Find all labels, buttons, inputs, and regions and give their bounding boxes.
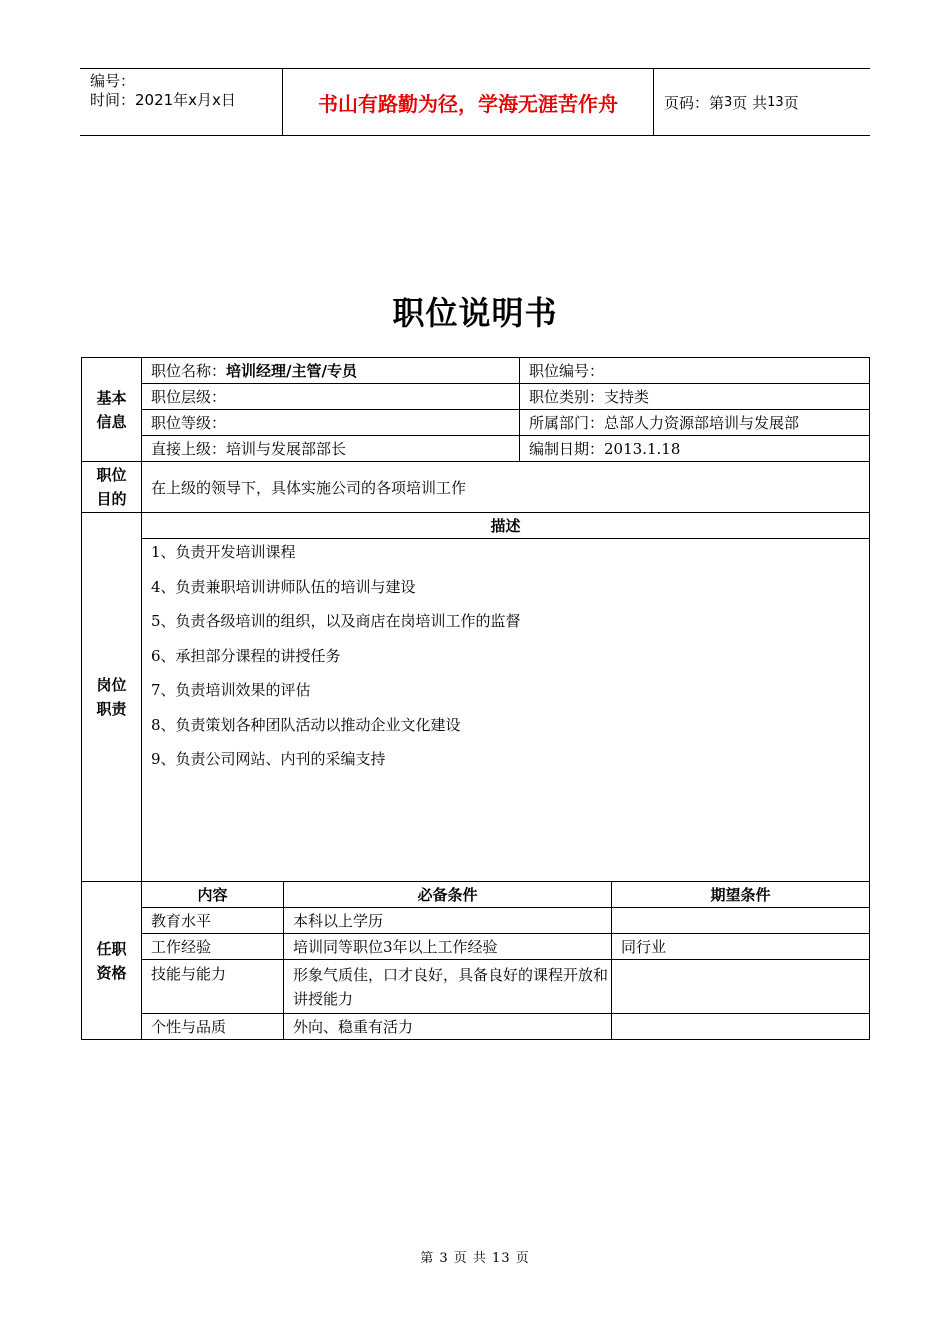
table-row xyxy=(82,960,870,1014)
table-row xyxy=(82,882,870,908)
table-row xyxy=(82,1014,870,1040)
table-row xyxy=(82,934,870,960)
column-header: 内容 xyxy=(142,882,284,908)
section-basic-info xyxy=(82,358,142,462)
section-label: 信息 xyxy=(96,412,127,431)
page-total: 13 xyxy=(767,94,784,110)
list-item: 6、承担部分课程的讲授任务 xyxy=(151,646,341,665)
qual-expected xyxy=(612,1014,870,1040)
section-label: 资格 xyxy=(96,963,127,982)
section-label: 目的 xyxy=(96,490,127,508)
list-item: 8、负责策划各种团队活动以推动企业文化建设 xyxy=(151,715,461,734)
department: 所属部门：总部人力资源部培训与发展部 xyxy=(520,410,870,436)
section-qualifications xyxy=(82,882,142,1040)
qual-item: 教育水平 xyxy=(142,908,284,934)
position-name-value: 培训经理/主管/专员 xyxy=(226,362,357,380)
column-header: 必备条件 xyxy=(284,882,612,908)
page-footer: 第 3 页 共 13 页 xyxy=(420,1251,530,1266)
qual-item: 技能与能力 xyxy=(142,960,284,1014)
qual-required: 外向、稳重有活力 xyxy=(284,1014,612,1040)
section-label: 任职 xyxy=(96,939,127,958)
table-row xyxy=(82,539,870,882)
position-category: 职位类别：支持类 xyxy=(520,384,870,410)
table-row xyxy=(82,513,870,539)
job-description-table xyxy=(81,357,870,1040)
supervisor: 直接上级：培训与发展部部长 xyxy=(142,436,520,462)
header-motto: 书山有路勤为径，学海无涯苦作舟 xyxy=(282,69,654,135)
qual-expected xyxy=(612,960,870,1014)
qual-expected xyxy=(612,908,870,934)
position-name-cell xyxy=(142,358,520,384)
table-row xyxy=(82,436,870,462)
table-row xyxy=(82,384,870,410)
position-grade: 职位等级： xyxy=(142,410,520,436)
list-item: 7、负责培训效果的评估 xyxy=(151,681,311,699)
section-label: 职责 xyxy=(96,700,127,718)
position-level: 职位层级： xyxy=(142,384,520,410)
qual-required: 本科以上学历 xyxy=(284,908,612,934)
duties-cell xyxy=(142,539,870,882)
position-name-label: 职位名称： xyxy=(151,362,227,380)
compile-date: 编制日期：2013.1.18 xyxy=(520,436,870,462)
duties-header: 描述 xyxy=(142,513,870,539)
table-row xyxy=(82,908,870,934)
document-number-label: 编号： xyxy=(90,72,136,90)
document-time: 时间：2021年x月x日 xyxy=(90,91,236,109)
page-header xyxy=(80,68,870,136)
table-row xyxy=(82,358,870,384)
header-meta xyxy=(80,69,282,135)
table-row xyxy=(82,462,870,513)
table-row xyxy=(82,410,870,436)
list-item: 1、负责开发培训课程 xyxy=(151,543,296,561)
page-prefix: 页码：第 xyxy=(664,93,725,112)
qual-required: 培训同等职位3年以上工作经验 xyxy=(284,934,612,960)
header-page-info xyxy=(654,69,870,135)
list-item: 4、负责兼职培训讲师队伍的培训与建设 xyxy=(151,577,416,596)
list-item: 5、负责各级培训的组织，以及商店在岗培训工作的监督 xyxy=(151,612,521,630)
document-title: 职位说明书 xyxy=(392,294,558,332)
section-duties xyxy=(82,513,142,882)
qual-required: 形象气质佳，口才良好，具备良好的课程开放和讲授能力 xyxy=(284,960,612,1014)
duties-list xyxy=(151,542,869,784)
section-purpose xyxy=(82,462,142,513)
qual-item: 个性与品质 xyxy=(142,1014,284,1040)
section-label: 基本 xyxy=(96,388,127,407)
section-label: 职位 xyxy=(96,466,127,484)
page-mid: 页 共 xyxy=(732,93,768,112)
position-code: 职位编号： xyxy=(520,358,870,384)
column-header: 期望条件 xyxy=(612,882,870,908)
qual-expected: 同行业 xyxy=(612,934,870,960)
page-suffix: 页 xyxy=(783,93,799,112)
section-label: 岗位 xyxy=(96,676,127,694)
page-current: 3 xyxy=(724,94,733,110)
list-item: 9、负责公司网站、内刊的采编支持 xyxy=(151,750,386,768)
qual-item: 工作经验 xyxy=(142,934,284,960)
purpose-text: 在上级的领导下，具体实施公司的各项培训工作 xyxy=(142,462,870,513)
